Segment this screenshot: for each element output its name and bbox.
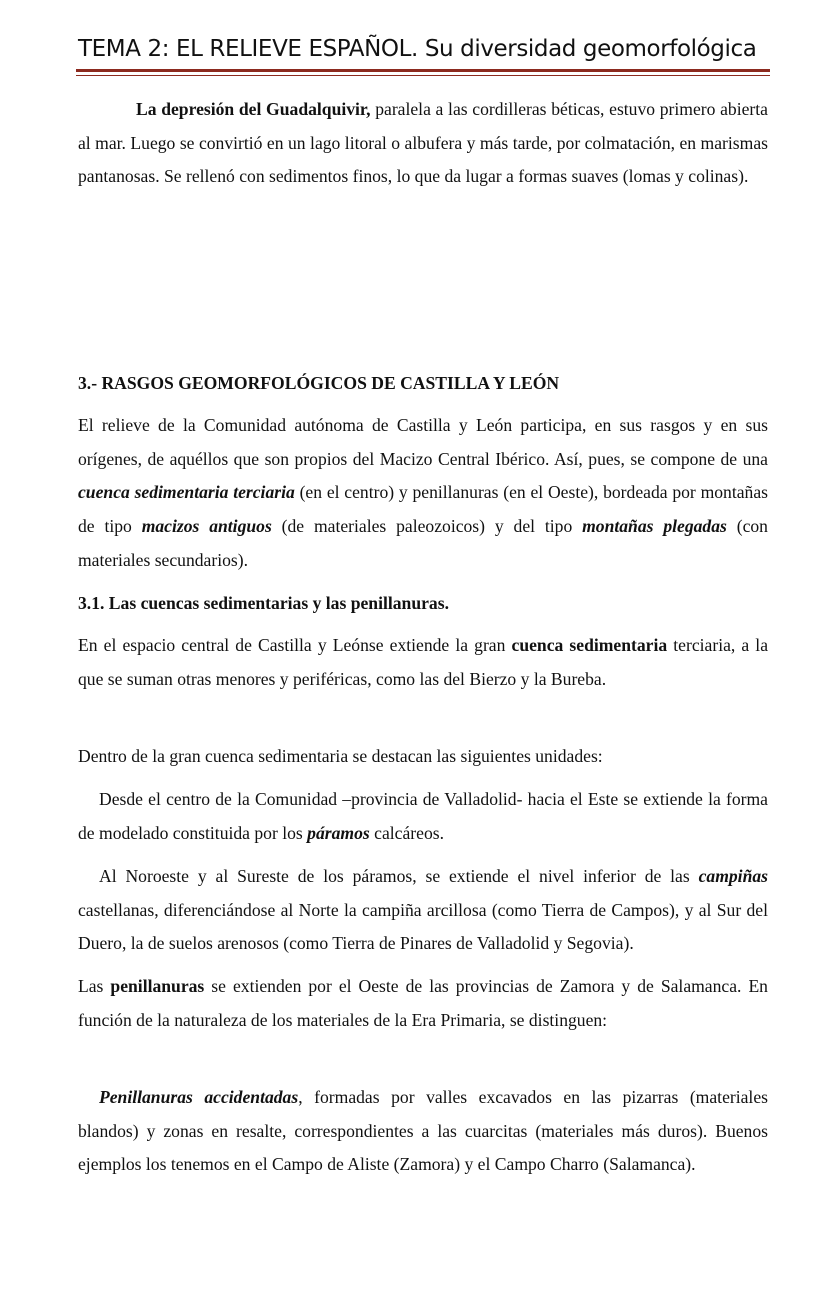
text-run: El relieve de la Comunidad autónoma de Castilla y León participa, en sus rasgos y en sus orígenes, de aquéllos que son propios del Macizo Central Ibérico. Así, pues, se compone de una: [78, 415, 768, 469]
paragraph: [78, 783, 768, 850]
text-run: Las: [78, 976, 111, 996]
text-run: castellanas, diferenciándose al Norte la campiña arcillosa (como Tierra de Campos), y al Sur del Duero, la de suelos arenosos (como Tierra de Pinares de Valladolid y Segovia).: [78, 899, 768, 954]
paragraph: [78, 860, 768, 961]
header-rule-thin: [76, 75, 770, 76]
text-run: terciaria, a la que se suman otras menores y periféricas, como las del Bierzo y la Bureba.: [78, 635, 769, 689]
term-macizos-antiguos: macizos antiguos: [141, 516, 272, 537]
text-run: (en el centro) y penillanuras (en el Oeste), bordeada por montañas de tipo: [78, 482, 769, 537]
page-header-title: TEMA 2: EL RELIEVE ESPAÑOL. Su diversidad geomorfológica: [78, 36, 757, 62]
term-montanas-plegadas: montañas plegadas: [582, 516, 727, 537]
text-run: se extienden por el Oeste de las provincias de Zamora y de Salamanca. En función de la naturaleza de los materiales de la Era Primaria, se distinguen:: [78, 976, 768, 1030]
text-run: (con materiales secundarios).: [78, 516, 768, 570]
intro-bold-lead: La depresión del Guadalquivir,: [136, 99, 371, 119]
section-3-paragraph: [78, 409, 768, 578]
section-3-body: [78, 409, 768, 578]
section-3-1-p5: [78, 970, 768, 1037]
header-rule-thick: [76, 69, 770, 72]
section-3-1-p2: [78, 740, 768, 774]
paragraph: [78, 1081, 768, 1182]
text-run: (de materiales paleozoicos) y del tipo: [271, 516, 583, 537]
term-cuenca-sedimentaria: cuenca sedimentaria: [511, 635, 668, 655]
text-run: Desde el centro de la Comunidad –provincia de Valladolid- hacia el Este se extiende la forma de modelado constituida por los: [78, 789, 768, 843]
section-3-1-p6: [78, 1081, 768, 1182]
section-3-1-heading: 3.1. Las cuencas sedimentarias y las penillanuras.: [78, 593, 449, 613]
paragraph: [78, 629, 768, 696]
term-cuenca-sedimentaria-terciaria: cuenca sedimentaria terciaria: [78, 482, 295, 503]
intro-text: paralela a las cordilleras béticas, estuvo primero abierta al mar. Luego se convirtió en un lago litoral o albufera y más tarde, por colmatación, en marismas pantanosas. Se rellenó con sedimentos finos, lo que da lugar a formas suaves (lomas y colinas).: [78, 99, 768, 187]
text-run: Al Noroeste y al Sureste de los páramos, se extiende el nivel inferior de las: [99, 866, 699, 886]
section-3-1-p4: [78, 860, 768, 961]
intro-section: [78, 93, 768, 194]
term-campinas: campiñas: [698, 866, 768, 886]
paragraph: Dentro de la gran cuenca sedimentaria se destacan las siguientes unidades:: [78, 746, 603, 766]
section-3-1-p3: [78, 783, 768, 850]
section-3-1-p1: [78, 629, 768, 696]
text-run: En el espacio central de Castilla y Leónse extiende la gran: [78, 635, 512, 655]
text-run: calcáreos.: [369, 822, 444, 843]
section-3-heading: 3.- RASGOS GEOMORFOLÓGICOS DE CASTILLA Y LEÓN: [78, 373, 560, 393]
term-paramos: páramos: [307, 822, 370, 843]
text-run: , formadas por valles excavados en las pizarras (materiales blandos) y zonas en resalte, correspondientes a las cuarcitas (materiales más duros). Buenos ejemplos los tenemos en el Campo de Aliste (Zamora) y el Campo Charro (Salamanca).: [78, 1087, 768, 1175]
paragraph: [78, 970, 768, 1037]
term-penillanuras: penillanuras: [110, 976, 205, 996]
term-penillanuras-accidentadas: Penillanuras accidentadas: [99, 1087, 299, 1107]
intro-paragraph: [78, 93, 768, 194]
